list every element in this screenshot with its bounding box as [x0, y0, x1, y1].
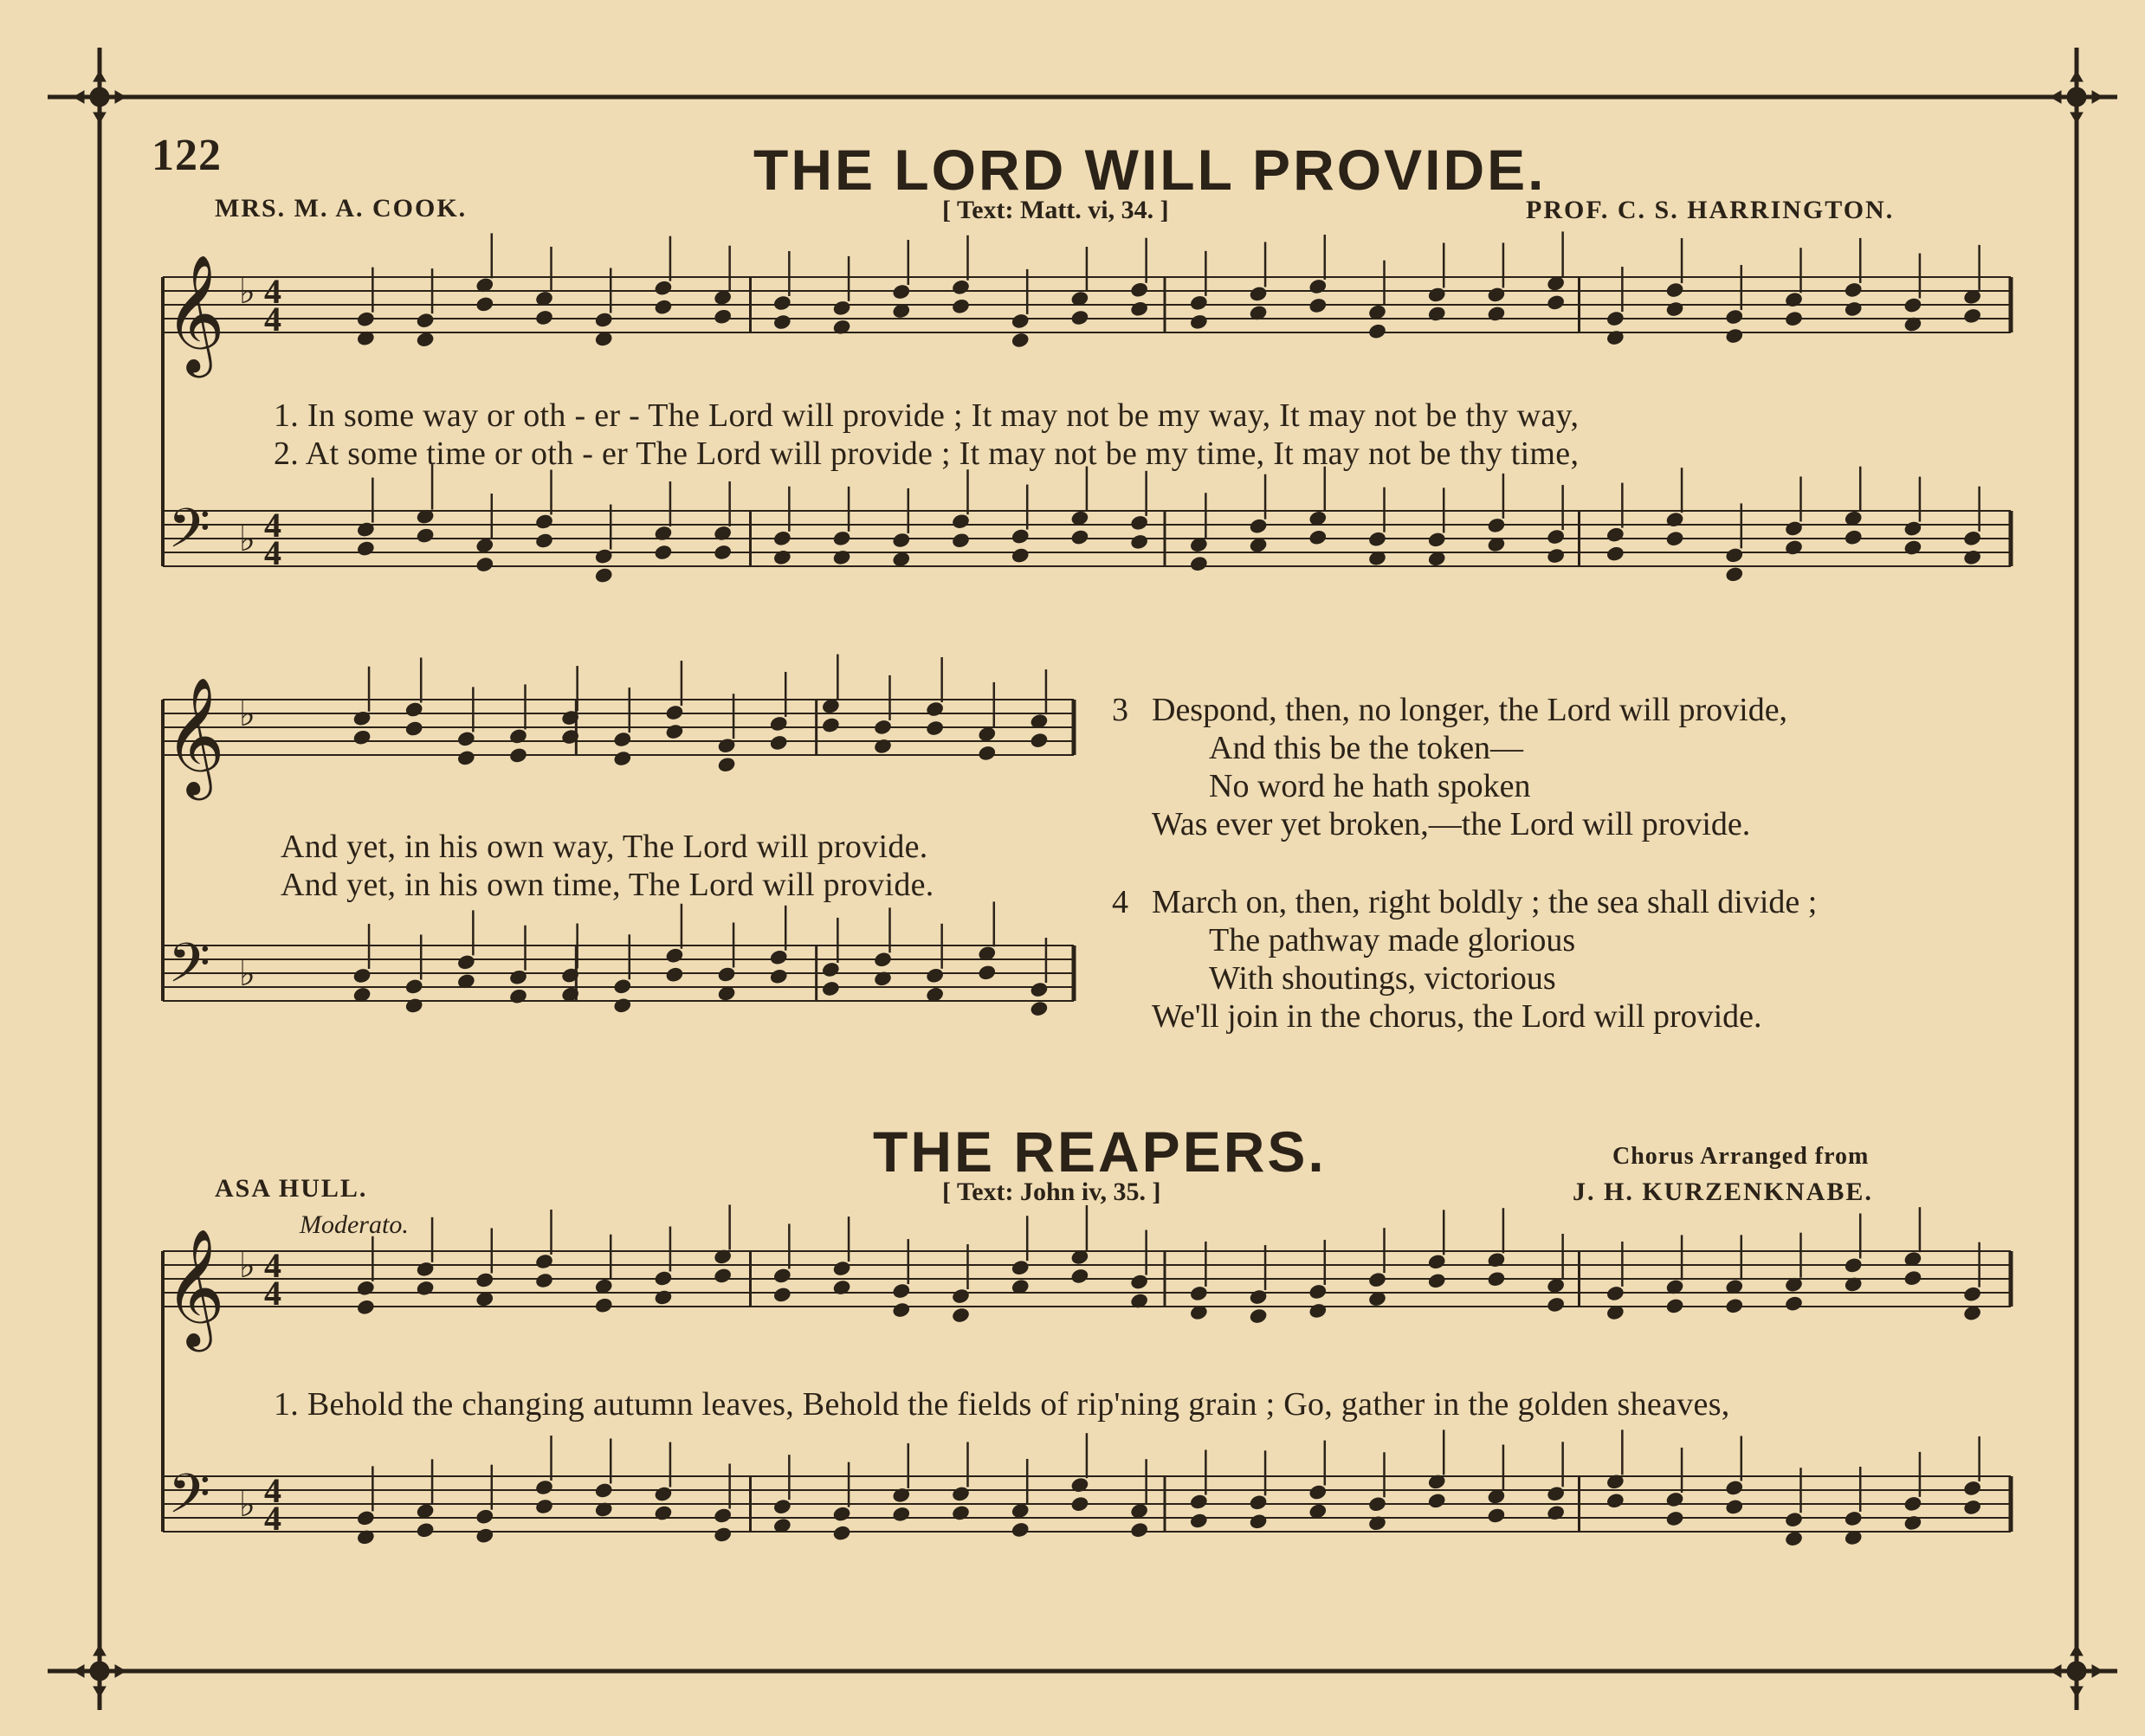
note-head — [832, 530, 851, 546]
note-head — [1190, 313, 1209, 330]
note-head — [1547, 528, 1566, 545]
note-head — [457, 954, 476, 971]
note-head — [1308, 278, 1328, 294]
note-head — [1487, 1507, 1506, 1524]
note-head — [892, 551, 911, 567]
note-head — [613, 750, 632, 766]
note-head — [1368, 531, 1387, 547]
note-head — [926, 967, 945, 984]
note-head — [952, 532, 971, 549]
note-head — [404, 701, 423, 718]
note-head — [1963, 530, 1982, 546]
note-head — [535, 532, 554, 549]
note-head — [1308, 297, 1328, 313]
note-head — [1665, 531, 1684, 547]
note-head — [1427, 1493, 1446, 1509]
note-head — [357, 521, 376, 538]
note-head — [1606, 310, 1625, 326]
note-head — [535, 1253, 554, 1269]
note-head — [832, 1506, 851, 1522]
note-head — [714, 544, 733, 560]
note-head — [416, 1280, 435, 1296]
note-head — [1030, 732, 1049, 749]
note-head — [832, 300, 851, 316]
note-head — [654, 1486, 673, 1502]
note-head — [1665, 281, 1684, 298]
note-head — [1249, 518, 1268, 534]
note-head — [1547, 1486, 1566, 1502]
note-head — [416, 1261, 435, 1277]
time-signature-digit: 4 — [264, 1274, 281, 1313]
note-head — [1249, 286, 1268, 302]
note-head — [1190, 294, 1209, 311]
note-head — [1725, 566, 1744, 583]
note-head — [594, 1482, 613, 1499]
bass-clef-icon: 𝄢 — [168, 1462, 210, 1539]
hymn1-verse1-lyric-line: 1. In some way or oth - er - The Lord will provide ; It may not be my way, It may not be thy way, — [274, 397, 1580, 434]
note-head — [475, 1527, 494, 1544]
note-head — [654, 1505, 673, 1521]
note-head — [892, 1506, 911, 1522]
hymn2-composer-credit: Chorus Arranged from — [1612, 1143, 1870, 1170]
corner-ornament — [90, 87, 109, 106]
note-head — [1030, 1000, 1049, 1016]
note-head — [594, 1297, 613, 1313]
note-head — [1130, 281, 1149, 298]
treble-clef-icon: 𝄞 — [165, 1227, 225, 1346]
note-head — [654, 280, 673, 296]
note-head — [509, 747, 528, 764]
note-head — [892, 283, 911, 300]
note-head — [475, 296, 494, 313]
note-head — [773, 1268, 792, 1284]
note-head — [1011, 332, 1030, 348]
corner-ornament — [90, 1662, 109, 1681]
note-head — [1725, 327, 1744, 344]
stanza-3-line-3: No word he hath spoken — [1209, 768, 1531, 804]
note-head — [416, 1522, 435, 1539]
note-head — [1368, 1496, 1387, 1513]
hymn2-text-reference: [ Text: John iv, 35. ] — [942, 1178, 1161, 1206]
hymn2-system1-bass-notes — [357, 1429, 1982, 1546]
note-head — [665, 704, 684, 720]
note-head — [822, 961, 841, 978]
note-head — [769, 968, 788, 984]
note-head — [1487, 306, 1506, 322]
note-head — [952, 513, 971, 530]
note-head — [1963, 1286, 1982, 1302]
stanza-3-line-1: Despond, then, no longer, the Lord will provide, — [1152, 692, 1788, 728]
note-head — [1903, 297, 1922, 313]
note-head — [594, 548, 613, 565]
note-head — [352, 710, 371, 726]
hymn2-verse1-lyric-line: 1. Behold the changing autumn leaves, Behold the fields of rip'ning grain ; Go, gather in the golden sheaves, — [274, 1386, 1730, 1423]
note-head — [352, 729, 371, 745]
note-head — [714, 1507, 733, 1524]
note-head — [1725, 1499, 1744, 1515]
note-head — [1427, 306, 1446, 322]
note-head — [978, 745, 997, 761]
stanza-4-line-1: March on, then, right boldly ; the sea shall divide ; — [1152, 884, 1818, 920]
note-head — [1725, 308, 1744, 325]
note-head — [1606, 526, 1625, 543]
note-head — [773, 1287, 792, 1303]
time-signature-digit: 4 — [264, 272, 281, 311]
note-head — [1427, 287, 1446, 303]
note-head — [952, 1505, 971, 1521]
note-head — [773, 530, 792, 546]
note-head — [1190, 1513, 1209, 1529]
note-head — [1190, 1494, 1209, 1510]
note-head — [475, 556, 494, 572]
note-head — [357, 1280, 376, 1296]
stanza-4-line-4: We'll join in the chorus, the Lord will provide. — [1152, 998, 1762, 1035]
note-head — [769, 715, 788, 732]
note-head — [457, 731, 476, 747]
note-head — [1844, 281, 1863, 298]
note-head — [1308, 1484, 1328, 1500]
note-head — [926, 720, 945, 736]
note-head — [874, 719, 893, 735]
note-head — [1368, 323, 1387, 339]
note-head — [509, 969, 528, 985]
note-head — [714, 308, 733, 325]
note-head — [773, 294, 792, 311]
note-head — [1785, 1295, 1804, 1312]
note-head — [404, 720, 423, 737]
note-head — [1130, 1503, 1149, 1520]
note-head — [952, 1287, 971, 1304]
stanza-3-number: 3 — [1112, 692, 1128, 728]
note-head — [1249, 1494, 1268, 1511]
note-head — [1903, 1495, 1922, 1512]
note-head — [613, 978, 632, 995]
note-head — [1011, 1521, 1030, 1538]
note-head — [1249, 1288, 1268, 1305]
stanza-4-line-3: With shoutings, victorious — [1209, 960, 1556, 997]
note-head — [1903, 539, 1922, 556]
note-head — [1308, 1302, 1328, 1319]
flat-icon: ♭ — [239, 520, 255, 558]
note-head — [1844, 1257, 1863, 1274]
note-head — [1070, 1268, 1089, 1284]
note-head — [832, 1260, 851, 1276]
note-head — [1011, 1260, 1030, 1276]
note-head — [892, 1301, 911, 1318]
stanza-4-line-2: The pathway made glorious — [1209, 922, 1576, 958]
note-head — [1785, 520, 1804, 537]
note-head — [1130, 1274, 1149, 1290]
hymn1-system1-treble-notes — [357, 231, 1982, 348]
stanza-4 — [1112, 883, 1817, 1036]
hymn1-title: THE LORD WILL PROVIDE. — [753, 138, 1547, 202]
note-head — [1427, 1273, 1446, 1289]
time-signature-digit: 4 — [264, 533, 281, 572]
note-head — [509, 728, 528, 745]
note-head — [613, 997, 632, 1014]
hymn1-text-reference: [ Text: Matt. vi, 34. ] — [942, 196, 1169, 224]
note-head — [1665, 1491, 1684, 1507]
stanza-4-number: 4 — [1112, 884, 1128, 920]
note-head — [1903, 520, 1922, 537]
note-head — [1487, 1271, 1506, 1287]
note-head — [665, 947, 684, 964]
note-head — [1725, 1298, 1744, 1314]
note-head — [475, 1508, 494, 1525]
treble-clef-icon: 𝄞 — [165, 675, 225, 795]
tempo-marking: Moderato. — [300, 1210, 409, 1239]
note-head — [357, 1299, 376, 1315]
note-head — [1308, 529, 1328, 545]
note-head — [1190, 556, 1209, 572]
note-head — [1190, 1285, 1209, 1301]
page-number: 122 — [152, 131, 222, 180]
note-head — [1547, 1296, 1566, 1313]
note-head — [1011, 313, 1030, 329]
note-head — [1547, 1277, 1566, 1294]
note-head — [535, 1479, 554, 1495]
note-head — [1547, 294, 1566, 311]
note-head — [1070, 1496, 1089, 1513]
time-signature-digit: 4 — [264, 1471, 281, 1510]
hymn2-title: THE REAPERS. — [873, 1120, 1327, 1184]
note-head — [416, 312, 435, 328]
note-head — [1070, 309, 1089, 326]
note-head — [1725, 1480, 1744, 1496]
note-head — [475, 537, 494, 553]
note-head — [1665, 1510, 1684, 1526]
note-head — [832, 1525, 851, 1541]
note-head — [654, 1270, 673, 1287]
note-head — [416, 527, 435, 544]
flat-icon: ♭ — [239, 954, 255, 993]
note-head — [1427, 1254, 1446, 1270]
note-head — [952, 1307, 971, 1323]
flat-icon: ♭ — [239, 1246, 255, 1285]
treble-clef-icon: 𝄞 — [165, 253, 225, 372]
note-head — [1011, 1502, 1030, 1519]
note-head — [594, 567, 613, 584]
note-head — [654, 299, 673, 315]
note-head — [926, 700, 945, 717]
note-head — [654, 1289, 673, 1306]
note-head — [1785, 1531, 1804, 1547]
note-head — [773, 1499, 792, 1515]
note-head — [773, 313, 792, 330]
note-head — [1963, 307, 1982, 324]
note-head — [1070, 529, 1089, 545]
time-signature-digit: 4 — [264, 506, 281, 545]
note-head — [1427, 532, 1446, 548]
note-head — [1308, 1283, 1328, 1300]
note-head — [717, 966, 736, 983]
note-head — [1011, 528, 1030, 545]
stanza-3-line-2: And this be the token— — [1209, 730, 1524, 766]
note-head — [1963, 1480, 1982, 1496]
note-head — [1903, 1270, 1922, 1287]
note-head — [717, 757, 736, 773]
note-head — [714, 1526, 733, 1543]
note-head — [1725, 547, 1744, 564]
note-head — [1785, 311, 1804, 327]
note-head — [952, 1486, 971, 1502]
note-head — [613, 731, 632, 747]
note-head — [717, 738, 736, 754]
corner-ornament — [2067, 1662, 2086, 1681]
flat-icon: ♭ — [239, 1485, 255, 1524]
note-head — [874, 952, 893, 968]
stanza-3 — [1112, 691, 1787, 843]
note-head — [1963, 1499, 1982, 1515]
note-head — [665, 723, 684, 739]
time-signature-digit: 4 — [264, 1246, 281, 1285]
note-head — [1130, 514, 1149, 531]
note-head — [404, 978, 423, 995]
note-head — [535, 309, 554, 326]
hymn1-verse1-ending-lyric: And yet, in his own way, The Lord will provide. — [281, 829, 928, 865]
note-head — [654, 544, 673, 560]
note-head — [1606, 1493, 1625, 1509]
note-head — [978, 965, 997, 981]
bass-clef-icon: 𝄢 — [168, 496, 210, 573]
note-head — [1011, 547, 1030, 564]
stanza-3-line-4: Was ever yet broken,—the Lord will provide. — [1152, 806, 1751, 842]
note-head — [594, 312, 613, 328]
note-head — [457, 750, 476, 766]
note-head — [714, 1268, 733, 1284]
note-head — [357, 1510, 376, 1526]
note-head — [892, 532, 911, 548]
note-head — [1547, 547, 1566, 564]
note-head — [535, 1498, 554, 1514]
note-head — [892, 1282, 911, 1299]
hymn2-author: ASA HULL. — [215, 1174, 368, 1203]
time-signature-digit: 4 — [264, 1499, 281, 1538]
note-head — [475, 1272, 494, 1288]
note-head — [509, 988, 528, 1004]
hymn2-composer: J. H. KURZENKNABE. — [1573, 1178, 1873, 1206]
note-head — [535, 1272, 554, 1288]
note-head — [769, 949, 788, 965]
note-head — [352, 967, 371, 984]
note-head — [535, 513, 554, 530]
note-head — [1487, 517, 1506, 533]
flat-icon: ♭ — [239, 272, 255, 311]
bass-clef-icon: 𝄢 — [168, 931, 210, 1008]
note-head — [1785, 539, 1804, 556]
corner-ornament — [2067, 87, 2086, 106]
note-head — [1844, 1510, 1863, 1526]
note-head — [357, 540, 376, 557]
note-head — [1030, 981, 1049, 997]
note-head — [1844, 300, 1863, 317]
note-head — [952, 298, 971, 314]
note-head — [769, 734, 788, 751]
note-head — [1249, 1513, 1268, 1530]
note-head — [822, 717, 841, 733]
note-head — [1368, 1271, 1387, 1287]
note-head — [1130, 533, 1149, 550]
note-head — [978, 726, 997, 742]
note-head — [1130, 1522, 1149, 1539]
note-head — [1130, 300, 1149, 317]
note-head — [357, 311, 376, 327]
note-head — [1547, 1505, 1566, 1521]
note-head — [952, 279, 971, 295]
note-head — [1249, 1307, 1268, 1324]
time-signature-digit: 4 — [264, 300, 281, 339]
note-head — [1844, 529, 1863, 545]
hymn1-author: MRS. M. A. COOK. — [215, 194, 468, 223]
note-head — [665, 966, 684, 983]
hymn1-verse2-lyric-line: 2. At some time or oth - er The Lord will provide ; It may not be my time, It may not be thy time, — [274, 436, 1580, 472]
hymn1-composer: PROF. C. S. HARRINGTON. — [1526, 196, 1895, 224]
note-head — [1665, 1298, 1684, 1314]
hymn1-verse2-ending-lyric: And yet, in his own time, The Lord will provide. — [281, 867, 934, 903]
note-head — [416, 331, 435, 347]
note-head — [822, 980, 841, 997]
note-head — [1606, 1285, 1625, 1301]
note-head — [1785, 1512, 1804, 1528]
flat-icon: ♭ — [239, 694, 255, 733]
note-head — [1665, 300, 1684, 317]
note-head — [1487, 287, 1506, 303]
note-head — [1606, 545, 1625, 562]
note-head — [404, 997, 423, 1014]
